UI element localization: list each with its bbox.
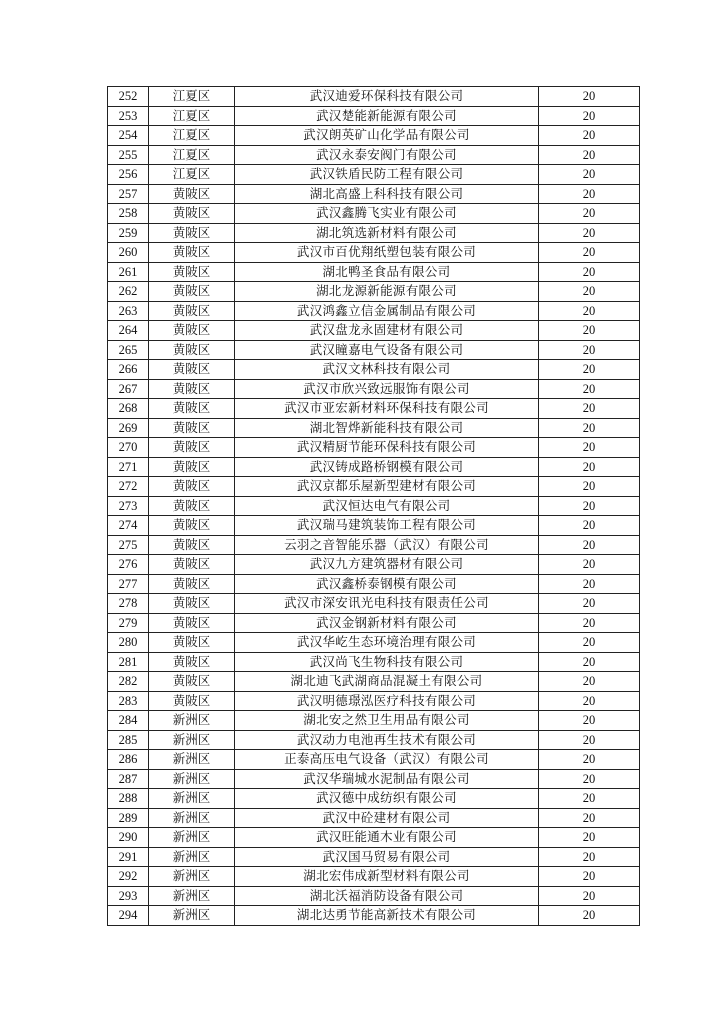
score-cell: 20 bbox=[539, 906, 640, 926]
score-cell: 20 bbox=[539, 789, 640, 809]
table-row bbox=[108, 574, 640, 594]
company-list-table bbox=[107, 86, 640, 926]
row-number-cell: 290 bbox=[108, 828, 149, 848]
row-number-cell: 289 bbox=[108, 808, 149, 828]
score-cell: 20 bbox=[539, 477, 640, 497]
table-row bbox=[108, 808, 640, 828]
company-name-cell: 武汉盘龙永固建材有限公司 bbox=[235, 321, 539, 341]
row-number-cell: 261 bbox=[108, 262, 149, 282]
row-number-cell: 288 bbox=[108, 789, 149, 809]
table-row bbox=[108, 516, 640, 536]
score-cell: 20 bbox=[539, 457, 640, 477]
row-number-cell: 275 bbox=[108, 535, 149, 555]
table-row bbox=[108, 340, 640, 360]
district-cell: 黄陂区 bbox=[149, 516, 235, 536]
district-cell: 江夏区 bbox=[149, 126, 235, 146]
row-number-cell: 283 bbox=[108, 691, 149, 711]
district-cell: 新洲区 bbox=[149, 769, 235, 789]
company-name-cell: 武汉瞳嘉电气设备有限公司 bbox=[235, 340, 539, 360]
district-cell: 黄陂区 bbox=[149, 574, 235, 594]
company-name-cell: 武汉国马贸易有限公司 bbox=[235, 847, 539, 867]
score-cell: 20 bbox=[539, 379, 640, 399]
score-cell: 20 bbox=[539, 301, 640, 321]
row-number-cell: 255 bbox=[108, 145, 149, 165]
company-name-cell: 武汉永泰安阀门有限公司 bbox=[235, 145, 539, 165]
district-cell: 新洲区 bbox=[149, 730, 235, 750]
row-number-cell: 260 bbox=[108, 243, 149, 263]
company-name-cell: 湖北沃福消防设备有限公司 bbox=[235, 886, 539, 906]
table-row bbox=[108, 165, 640, 185]
table-row bbox=[108, 262, 640, 282]
table-row bbox=[108, 828, 640, 848]
row-number-cell: 291 bbox=[108, 847, 149, 867]
score-cell: 20 bbox=[539, 165, 640, 185]
district-cell: 黄陂区 bbox=[149, 301, 235, 321]
district-cell: 黄陂区 bbox=[149, 496, 235, 516]
score-cell: 20 bbox=[539, 691, 640, 711]
company-name-cell: 湖北迪飞武湖商品混凝土有限公司 bbox=[235, 672, 539, 692]
district-cell: 黄陂区 bbox=[149, 360, 235, 380]
score-cell: 20 bbox=[539, 496, 640, 516]
score-cell: 20 bbox=[539, 886, 640, 906]
district-cell: 黄陂区 bbox=[149, 399, 235, 419]
company-name-cell: 武汉金钢新材料有限公司 bbox=[235, 613, 539, 633]
score-cell: 20 bbox=[539, 418, 640, 438]
company-name-cell: 湖北筑选新材料有限公司 bbox=[235, 223, 539, 243]
score-cell: 20 bbox=[539, 87, 640, 107]
row-number-cell: 252 bbox=[108, 87, 149, 107]
score-cell: 20 bbox=[539, 243, 640, 263]
company-name-cell: 武汉鸿鑫立信金属制品有限公司 bbox=[235, 301, 539, 321]
score-cell: 20 bbox=[539, 652, 640, 672]
company-name-cell: 武汉迪爱环保科技有限公司 bbox=[235, 87, 539, 107]
score-cell: 20 bbox=[539, 399, 640, 419]
row-number-cell: 271 bbox=[108, 457, 149, 477]
company-name-cell: 武汉京都乐屋新型建材有限公司 bbox=[235, 477, 539, 497]
district-cell: 江夏区 bbox=[149, 106, 235, 126]
table-row bbox=[108, 418, 640, 438]
row-number-cell: 287 bbox=[108, 769, 149, 789]
company-name-cell: 武汉楚能新能源有限公司 bbox=[235, 106, 539, 126]
row-number-cell: 278 bbox=[108, 594, 149, 614]
district-cell: 黄陂区 bbox=[149, 594, 235, 614]
district-cell: 新洲区 bbox=[149, 711, 235, 731]
score-cell: 20 bbox=[539, 828, 640, 848]
company-name-cell: 武汉恒达电气有限公司 bbox=[235, 496, 539, 516]
table-row bbox=[108, 477, 640, 497]
district-cell: 新洲区 bbox=[149, 867, 235, 887]
table-row bbox=[108, 886, 640, 906]
district-cell: 黄陂区 bbox=[149, 340, 235, 360]
row-number-cell: 263 bbox=[108, 301, 149, 321]
district-cell: 江夏区 bbox=[149, 87, 235, 107]
score-cell: 20 bbox=[539, 223, 640, 243]
district-cell: 黄陂区 bbox=[149, 379, 235, 399]
table-row bbox=[108, 847, 640, 867]
table-row bbox=[108, 457, 640, 477]
company-name-cell: 湖北达勇节能高新技术有限公司 bbox=[235, 906, 539, 926]
table-row bbox=[108, 282, 640, 302]
table-row bbox=[108, 204, 640, 224]
company-name-cell: 湖北高盛上科科技有限公司 bbox=[235, 184, 539, 204]
company-name-cell: 湖北龙源新能源有限公司 bbox=[235, 282, 539, 302]
row-number-cell: 253 bbox=[108, 106, 149, 126]
company-name-cell: 武汉鑫桥泰钢模有限公司 bbox=[235, 574, 539, 594]
company-name-cell: 湖北宏伟成新型材料有限公司 bbox=[235, 867, 539, 887]
district-cell: 黄陂区 bbox=[149, 418, 235, 438]
table-row bbox=[108, 321, 640, 341]
row-number-cell: 267 bbox=[108, 379, 149, 399]
score-cell: 20 bbox=[539, 535, 640, 555]
district-cell: 黄陂区 bbox=[149, 691, 235, 711]
row-number-cell: 281 bbox=[108, 652, 149, 672]
district-cell: 黄陂区 bbox=[149, 321, 235, 341]
company-name-cell: 武汉铁盾民防工程有限公司 bbox=[235, 165, 539, 185]
row-number-cell: 259 bbox=[108, 223, 149, 243]
score-cell: 20 bbox=[539, 516, 640, 536]
table-row bbox=[108, 535, 640, 555]
company-name-cell: 武汉市亚宏新材料环保科技有限公司 bbox=[235, 399, 539, 419]
row-number-cell: 294 bbox=[108, 906, 149, 926]
district-cell: 新洲区 bbox=[149, 828, 235, 848]
row-number-cell: 284 bbox=[108, 711, 149, 731]
district-cell: 黄陂区 bbox=[149, 438, 235, 458]
row-number-cell: 280 bbox=[108, 633, 149, 653]
company-name-cell: 武汉市欣兴致远服饰有限公司 bbox=[235, 379, 539, 399]
score-cell: 20 bbox=[539, 847, 640, 867]
table-row bbox=[108, 438, 640, 458]
company-name-cell: 武汉瑞马建筑装饰工程有限公司 bbox=[235, 516, 539, 536]
table-row bbox=[108, 906, 640, 926]
company-name-cell: 武汉明德璟泓医疗科技有限公司 bbox=[235, 691, 539, 711]
district-cell: 新洲区 bbox=[149, 847, 235, 867]
company-name-cell: 武汉九方建筑器材有限公司 bbox=[235, 555, 539, 575]
table-row bbox=[108, 87, 640, 107]
district-cell: 黄陂区 bbox=[149, 243, 235, 263]
row-number-cell: 269 bbox=[108, 418, 149, 438]
table-row bbox=[108, 496, 640, 516]
row-number-cell: 272 bbox=[108, 477, 149, 497]
score-cell: 20 bbox=[539, 769, 640, 789]
row-number-cell: 257 bbox=[108, 184, 149, 204]
score-cell: 20 bbox=[539, 711, 640, 731]
row-number-cell: 266 bbox=[108, 360, 149, 380]
company-name-cell: 武汉德中成纺织有限公司 bbox=[235, 789, 539, 809]
district-cell: 新洲区 bbox=[149, 906, 235, 926]
district-cell: 黄陂区 bbox=[149, 204, 235, 224]
row-number-cell: 273 bbox=[108, 496, 149, 516]
score-cell: 20 bbox=[539, 730, 640, 750]
table-row bbox=[108, 243, 640, 263]
row-number-cell: 274 bbox=[108, 516, 149, 536]
district-cell: 新洲区 bbox=[149, 789, 235, 809]
row-number-cell: 285 bbox=[108, 730, 149, 750]
row-number-cell: 292 bbox=[108, 867, 149, 887]
table-row bbox=[108, 594, 640, 614]
company-name-cell: 武汉旺能通木业有限公司 bbox=[235, 828, 539, 848]
table-row bbox=[108, 789, 640, 809]
table-row bbox=[108, 184, 640, 204]
district-cell: 新洲区 bbox=[149, 808, 235, 828]
row-number-cell: 265 bbox=[108, 340, 149, 360]
table-row bbox=[108, 672, 640, 692]
company-name-cell: 武汉尚飞生物科技有限公司 bbox=[235, 652, 539, 672]
score-cell: 20 bbox=[539, 438, 640, 458]
score-cell: 20 bbox=[539, 340, 640, 360]
company-name-cell: 武汉华屹生态环境治理有限公司 bbox=[235, 633, 539, 653]
score-cell: 20 bbox=[539, 204, 640, 224]
company-name-cell: 武汉动力电池再生技术有限公司 bbox=[235, 730, 539, 750]
row-number-cell: 286 bbox=[108, 750, 149, 770]
row-number-cell: 276 bbox=[108, 555, 149, 575]
district-cell: 黄陂区 bbox=[149, 535, 235, 555]
company-name-cell: 湖北安之然卫生用品有限公司 bbox=[235, 711, 539, 731]
table-row bbox=[108, 145, 640, 165]
district-cell: 黄陂区 bbox=[149, 652, 235, 672]
score-cell: 20 bbox=[539, 672, 640, 692]
table-row bbox=[108, 867, 640, 887]
row-number-cell: 262 bbox=[108, 282, 149, 302]
row-number-cell: 293 bbox=[108, 886, 149, 906]
district-cell: 黄陂区 bbox=[149, 613, 235, 633]
table-row bbox=[108, 711, 640, 731]
table-body bbox=[108, 87, 640, 926]
score-cell: 20 bbox=[539, 106, 640, 126]
company-name-cell: 武汉文林科技有限公司 bbox=[235, 360, 539, 380]
table-row bbox=[108, 223, 640, 243]
company-name-cell: 正泰高压电气设备（武汉）有限公司 bbox=[235, 750, 539, 770]
row-number-cell: 258 bbox=[108, 204, 149, 224]
row-number-cell: 277 bbox=[108, 574, 149, 594]
company-name-cell: 武汉华瑞城水泥制品有限公司 bbox=[235, 769, 539, 789]
district-cell: 新洲区 bbox=[149, 750, 235, 770]
district-cell: 黄陂区 bbox=[149, 672, 235, 692]
row-number-cell: 270 bbox=[108, 438, 149, 458]
district-cell: 江夏区 bbox=[149, 165, 235, 185]
score-cell: 20 bbox=[539, 184, 640, 204]
table-row bbox=[108, 652, 640, 672]
row-number-cell: 256 bbox=[108, 165, 149, 185]
row-number-cell: 254 bbox=[108, 126, 149, 146]
table-row bbox=[108, 399, 640, 419]
score-cell: 20 bbox=[539, 145, 640, 165]
company-name-cell: 武汉朗英矿山化学品有限公司 bbox=[235, 126, 539, 146]
row-number-cell: 279 bbox=[108, 613, 149, 633]
score-cell: 20 bbox=[539, 282, 640, 302]
score-cell: 20 bbox=[539, 126, 640, 146]
row-number-cell: 264 bbox=[108, 321, 149, 341]
district-cell: 黄陂区 bbox=[149, 633, 235, 653]
score-cell: 20 bbox=[539, 594, 640, 614]
district-cell: 黄陂区 bbox=[149, 223, 235, 243]
score-cell: 20 bbox=[539, 808, 640, 828]
score-cell: 20 bbox=[539, 574, 640, 594]
district-cell: 黄陂区 bbox=[149, 457, 235, 477]
score-cell: 20 bbox=[539, 633, 640, 653]
district-cell: 黄陂区 bbox=[149, 184, 235, 204]
score-cell: 20 bbox=[539, 360, 640, 380]
company-name-cell: 武汉鑫腾飞实业有限公司 bbox=[235, 204, 539, 224]
table-row bbox=[108, 691, 640, 711]
score-cell: 20 bbox=[539, 321, 640, 341]
table-row bbox=[108, 301, 640, 321]
company-name-cell: 武汉市深安讯光电科技有限责任公司 bbox=[235, 594, 539, 614]
table-row bbox=[108, 769, 640, 789]
company-name-cell: 武汉精厨节能环保科技有限公司 bbox=[235, 438, 539, 458]
company-name-cell: 武汉中砼建材有限公司 bbox=[235, 808, 539, 828]
district-cell: 黄陂区 bbox=[149, 262, 235, 282]
table-row bbox=[108, 633, 640, 653]
district-cell: 江夏区 bbox=[149, 145, 235, 165]
row-number-cell: 282 bbox=[108, 672, 149, 692]
company-name-cell: 湖北鸭圣食品有限公司 bbox=[235, 262, 539, 282]
table-row bbox=[108, 106, 640, 126]
score-cell: 20 bbox=[539, 262, 640, 282]
table-row bbox=[108, 360, 640, 380]
table-row bbox=[108, 555, 640, 575]
district-cell: 黄陂区 bbox=[149, 282, 235, 302]
table-row bbox=[108, 750, 640, 770]
district-cell: 黄陂区 bbox=[149, 555, 235, 575]
score-cell: 20 bbox=[539, 750, 640, 770]
company-name-cell: 武汉铸成路桥钢模有限公司 bbox=[235, 457, 539, 477]
company-name-cell: 武汉市百优翔纸塑包装有限公司 bbox=[235, 243, 539, 263]
district-cell: 黄陂区 bbox=[149, 477, 235, 497]
table-row bbox=[108, 730, 640, 750]
company-name-cell: 湖北智烨新能科技有限公司 bbox=[235, 418, 539, 438]
row-number-cell: 268 bbox=[108, 399, 149, 419]
score-cell: 20 bbox=[539, 555, 640, 575]
table-row bbox=[108, 613, 640, 633]
table-row bbox=[108, 126, 640, 146]
score-cell: 20 bbox=[539, 613, 640, 633]
table-row bbox=[108, 379, 640, 399]
district-cell: 新洲区 bbox=[149, 886, 235, 906]
score-cell: 20 bbox=[539, 867, 640, 887]
company-name-cell: 云羽之音智能乐器（武汉）有限公司 bbox=[235, 535, 539, 555]
